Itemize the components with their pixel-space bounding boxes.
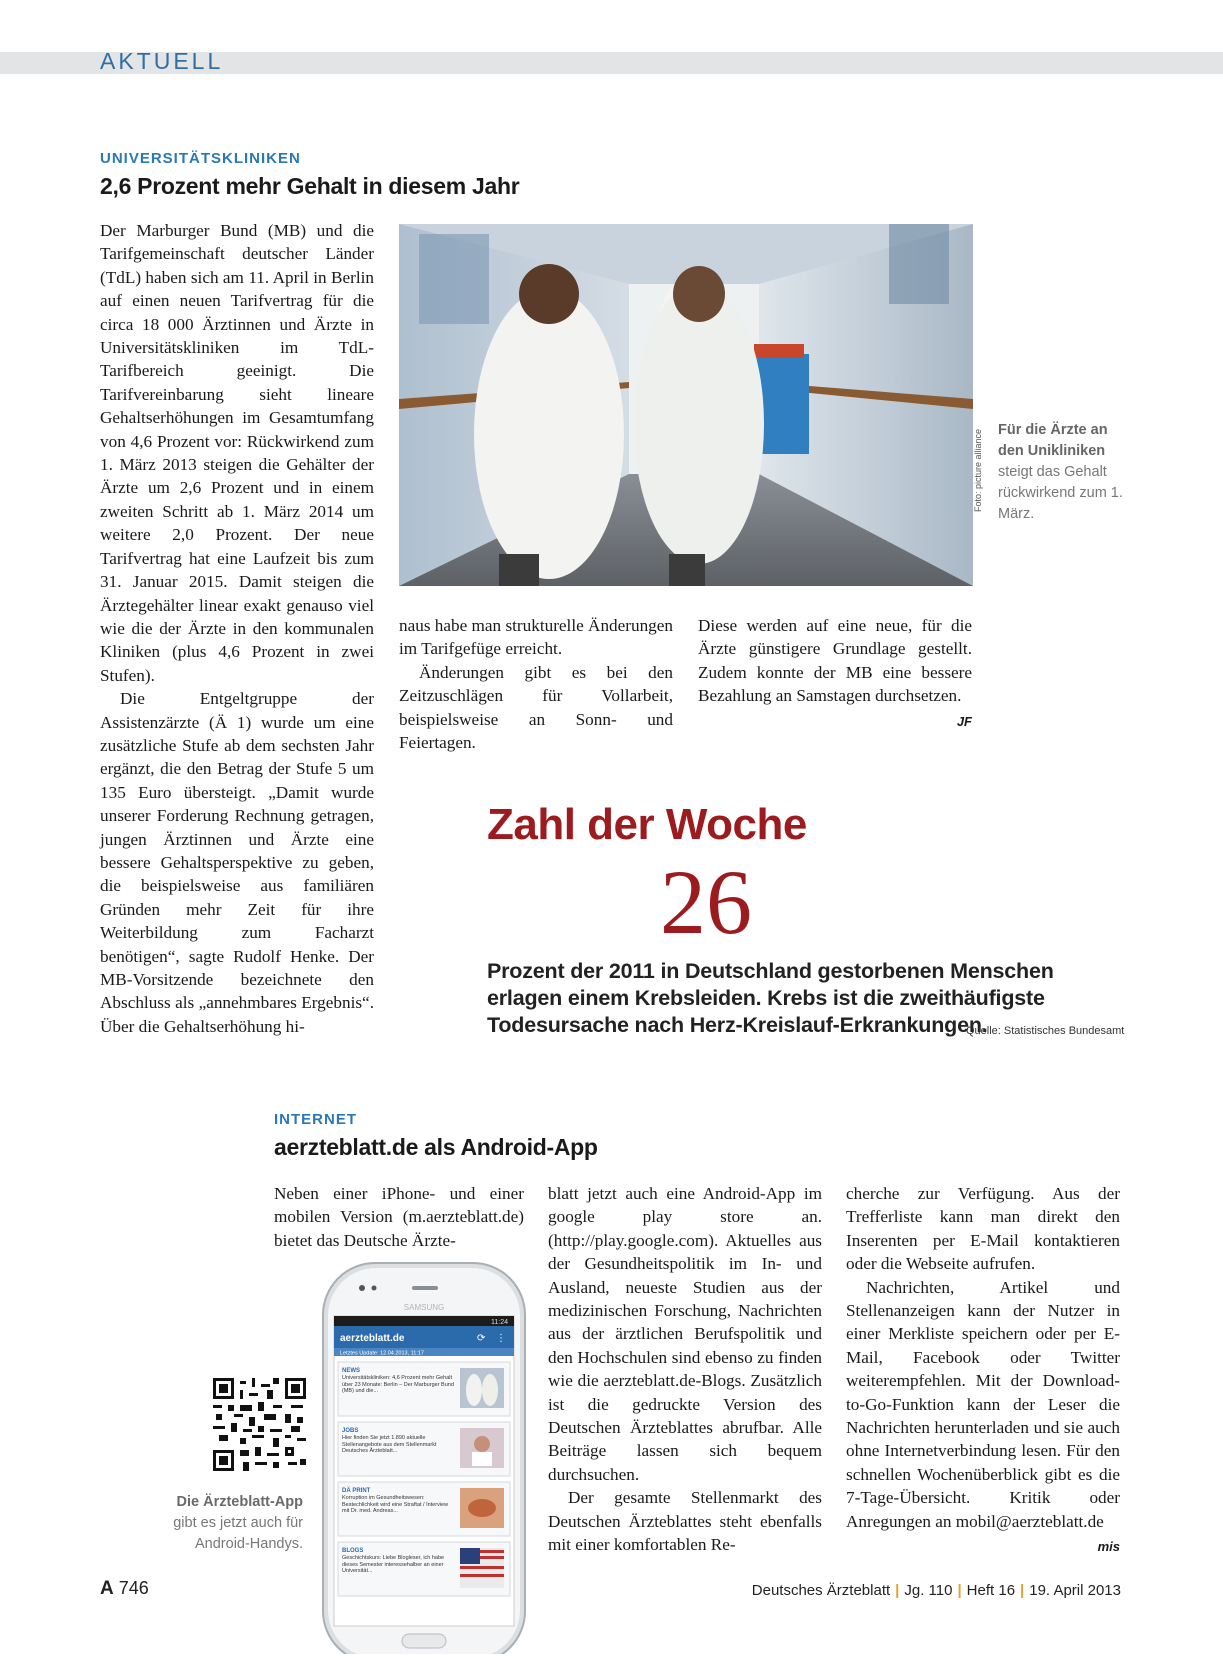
section-label: AKTUELL [100, 48, 224, 74]
article2-author: mis [1097, 1539, 1120, 1555]
photo-caption-bold: Für die Ärzte an den Unikliniken [998, 422, 1108, 459]
qr-caption [150, 1492, 303, 1555]
menu-icon: ⋮ [496, 1333, 506, 1344]
article1-col3-text: Diese werden auf eine neue, für die Ärzte günstigere Grundlage gestellt. Zudem konnte der MB eine bessere Bezahlung an Samstagen durchsetzen. [698, 616, 972, 706]
article1-column-3 [698, 614, 972, 733]
article1-kicker: UNIVERSITÄTSKLINIKEN [100, 150, 301, 167]
footer-journal-name: Deutsches Ärzteblatt [751, 1582, 891, 1599]
article1-paragraph: naus habe man strukturelle Änderungen im Tarifgefüge erreicht. [399, 616, 673, 659]
qr-code [213, 1378, 306, 1471]
phone-section-label: NEWS [342, 1368, 360, 1374]
zahl-der-woche-number: 26 [660, 851, 752, 953]
photo-illustration [399, 224, 973, 586]
footer-separator: | [895, 1582, 900, 1599]
article1-paragraph: Die Entgeltgruppe der Assistenzärzte (Ä 1) wurde um eine zusätzliche Stufe ab dem sechsten Jahr ergänzt, die den Betrag der Stufe 5 um 135 Euro übersteigt. „Damit wurde unserer Forderung Rechnung getragen, jungen Ärztinnen und Ärzte eine bessere Gehaltsperspektive zu geben, die beispielsweise aus familiären Gründen mehr Zeit für ihre Weiterbildung zum Facharzt benötigen“, sagte Rudolf Henke. Der MB-Vorsitzende bezeichnete den Abschluss als „annehmbares Ergebnis“. Über die Gehaltserhöhung hi- [100, 689, 374, 1036]
article1-author: JF [956, 713, 972, 729]
phone-section-blogs [338, 1542, 510, 1596]
article2-paragraph: Der gesamte Stellenmarkt des Deutschen Ärzteblattes steht ebenfalls mit einer komfortablen Re- [548, 1488, 822, 1555]
zahl-der-woche-title: Zahl der Woche [487, 800, 807, 849]
article2-column-2 [548, 1182, 822, 1557]
phone-section-print [338, 1482, 510, 1536]
article2-kicker: INTERNET [274, 1111, 357, 1128]
phone-section-jobs [338, 1422, 510, 1476]
android-phone-illustration [322, 1262, 526, 1654]
zahl-der-woche-text: Prozent der 2011 in Deutschland gestorbenen Menschen erlagen einem Krebsleiden. Krebs ist die zweithäufigste Todesursache nach Herz-Kreislauf-Erkrankungen. [487, 959, 1054, 1037]
phone-app-title: aerzteblatt.de [340, 1333, 405, 1344]
phone-section-label: JOBS [342, 1428, 359, 1434]
photo-credit: Foto: picture alliance [973, 428, 983, 512]
phone-brand: SAMSUNG [403, 1303, 445, 1312]
phone-section-label: BLOGS [342, 1548, 364, 1554]
doctors-corridor-photo [399, 224, 973, 586]
phone-svg [322, 1262, 526, 1654]
footer-separator: | [1020, 1582, 1025, 1599]
phone-section-text: Hier finden Sie jetzt 1.890 aktuelle Stellenangebote aus dem Stellenmarkt Deutsches Ärzteblatt... [342, 1435, 437, 1454]
zahl-der-woche-source: Quelle: Statistisches Bundesamt [966, 1025, 1125, 1037]
phone-section-news [338, 1362, 510, 1416]
footer-journal [752, 1582, 1121, 1599]
photo-caption [998, 420, 1128, 525]
qr-caption-text: gibt es jetzt auch für Android-Handys. [173, 1515, 303, 1552]
phone-section-label: DÄ PRINT [342, 1488, 371, 1494]
phone-section-text: Universitätskliniken: 4,6 Prozent mehr Gehalt über 23 Monate: Berlin – Der Marburger Bund (MB) und die... [342, 1375, 454, 1394]
phone-section-text: Geschichtskurs: Liebe Blogleser, ich habe dieses Semester interessehalber an einer Universität... [342, 1555, 445, 1574]
article2-headline: aerzteblatt.de als Android-App [274, 1134, 598, 1160]
article2-paragraph: cherche zur Verfügung. Aus der Trefferliste kann man direkt den Inserenten per E-Mail kontaktieren oder die Webseite aufrufen. [846, 1184, 1120, 1274]
phone-update-line: Letztes Update: 12.04.2013, 11:17 [340, 1350, 424, 1357]
article1-column-1 [100, 219, 374, 1038]
phone-status-time: 11:24 [491, 1319, 508, 1326]
qr-caption-bold: Die Ärzteblatt-App [176, 1494, 303, 1510]
footer-page-value: 746 [118, 1578, 149, 1598]
article2-paragraph [846, 1276, 1120, 1555]
article2-column-3 [846, 1182, 1120, 1559]
refresh-icon: ⟳ [477, 1333, 486, 1344]
footer-issue: Heft 16 [966, 1582, 1016, 1599]
article1-headline: 2,6 Prozent mehr Gehalt in diesem Jahr [100, 173, 520, 199]
footer-date: 19. April 2013 [1029, 1582, 1121, 1599]
article2-column-1 [274, 1182, 524, 1252]
article2-col3-text: Nachrichten, Artikel und Stellenanzeigen kann der Nutzer in einer Merkliste speichern oder per E-Mail, Facebook oder Twitter weiterempfehlen. Mit der Download-to-Go-Funktion kann der Leser die Nachrichten herunterladen und sie auch ohne Internetverbindung lesen. Für den schnellen Wochenüberblick gibt es die 7-Tage-Übersicht. Kritik oder Anregungen an mobil@aerzteblatt.de [846, 1277, 1120, 1531]
article1-paragraph: Der Marburger Bund (MB) und die Tarifgemeinschaft deutscher Länder (TdL) haben sich am 11. April in Berlin auf einen neuen Tarifvertrag für die circa 18 000 Ärztinnen und Ärzte in Universitätskliniken im TdL-Tarifbereich geeinigt. Die Tarifvereinbarung sieht lineare Gehaltserhöhungen im Gesamtumfang von 4,6 Prozent vor: Rückwirkend zum 1. März 2013 steigen die Gehälter der Ärzte um 2,6 Prozent und in einem zweiten Schritt ab 1. März 2014 um weitere 2,0 Prozent. Der neue Tarifvertrag hat eine Laufzeit bis zum 31. Januar 2015. Damit steigen die Ärztegehälter linear exakt genauso viel wie die der Ärzte in den kommunalen Kliniken (plus 4,6 Prozent in zwei Stufen). [100, 221, 374, 685]
phone-section-text: Korruption im Gesundheitswesen: Bestechlichkeit wird eine Straftat / Interview mit Dr. med. Andreas... [342, 1495, 449, 1514]
article1-column-2 [399, 614, 673, 754]
article1-paragraph: Änderungen gibt es bei den Zeitzuschlägen für Vollarbeit, beispielsweise an Sonn- und Feiertagen. [399, 662, 673, 753]
footer-separator: | [957, 1582, 962, 1599]
article2-paragraph: blatt jetzt auch eine Android-App im google play store an. (http://play.google.com). Aktuelles aus der Gesundheitspolitik im In- und Ausland, neueste Studien aus der medizinischen Forschung, Nachrichten aus der ärztlichen Berufspolitik und den Hochschulen sind ebenso zu finden wie die aerzteblatt.de-Blogs. Zusätzlich ist die gedruckte Version des Deutschen Ärzteblattes abrufbar. Alle Beiträge lassen sich bequem durchsuchen. [548, 1184, 822, 1484]
footer-page-prefix: A [100, 1578, 114, 1599]
photo-caption-text: steigt das Gehalt rückwirkend zum 1. März. [998, 464, 1123, 522]
footer-volume: Jg. 110 [904, 1582, 953, 1599]
footer-page-number [100, 1578, 149, 1600]
article1-paragraph [698, 614, 972, 729]
article2-paragraph: Neben einer iPhone- und einer mobilen Version (m.aerzteblatt.de) bietet das Deutsche Ärzte- [274, 1184, 524, 1250]
